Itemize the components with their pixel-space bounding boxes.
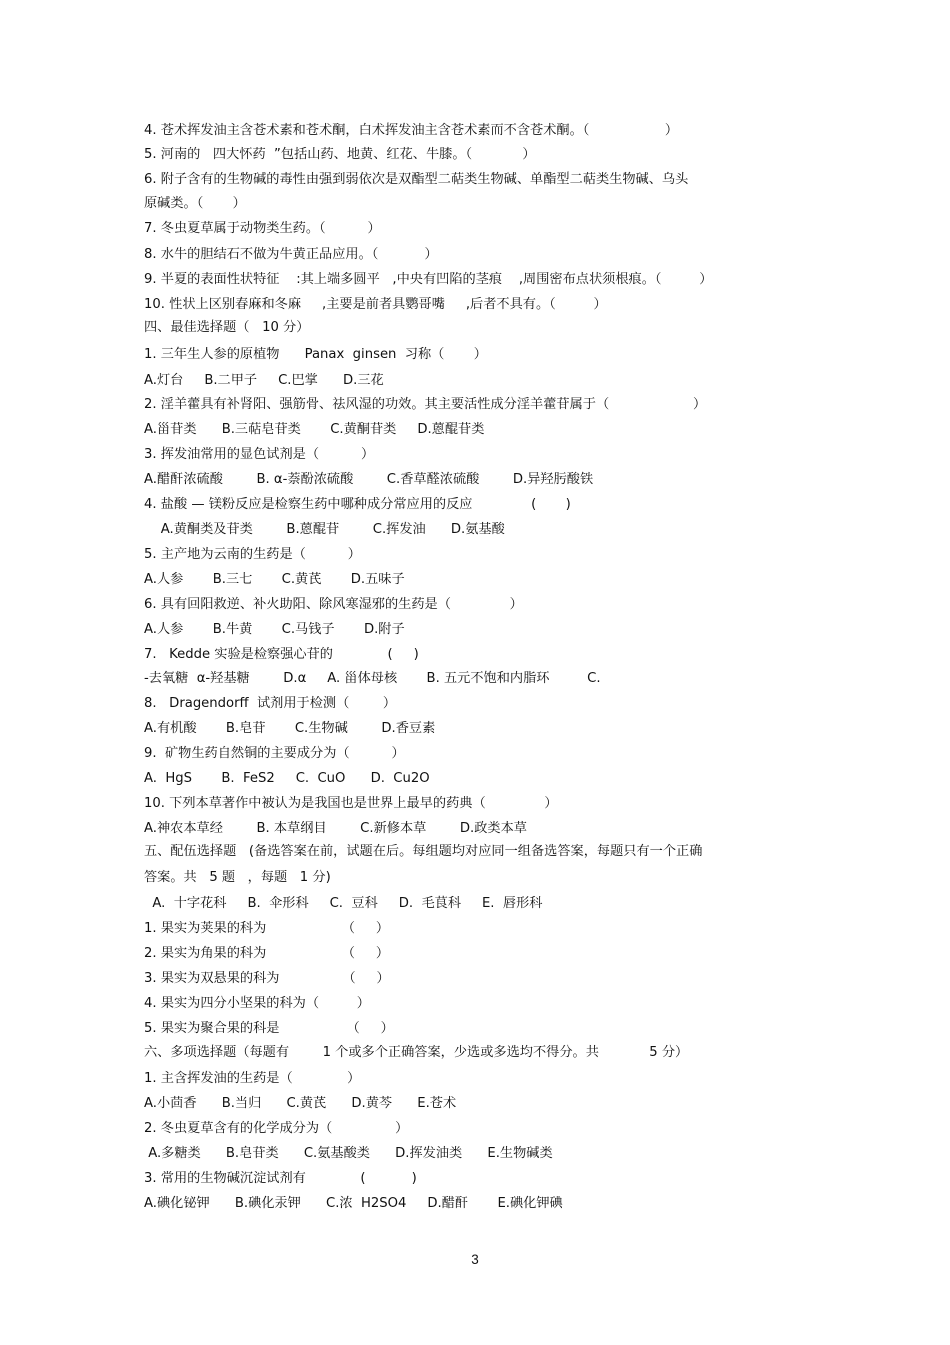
text-line: 5. 果实为聚合果的科是 （ ）	[144, 1021, 394, 1036]
text-line: 2. 淫羊藿具有补肾阳、强筋骨、祛风湿的功效。其主要活性成分淫羊藿苷属于（ ）	[144, 397, 707, 412]
text-line: 2. 果实为角果的科为 （ ）	[144, 946, 390, 961]
text-line: 1. 主含挥发油的生药是（ ）	[144, 1071, 361, 1086]
text-line: A.碘化铋钾 B.碘化汞钾 C.浓 H2SO4 D.醋酐 E.碘化钾碘	[144, 1196, 563, 1211]
text-line: -去氧糖 α-羟基糖 D.α A. 甾体母核 B. 五元不饱和内脂环 C.	[144, 671, 601, 686]
text-line: 3. 果实为双悬果的科为 （ ）	[144, 971, 390, 986]
text-line: 4. 果实为四分小坚果的科为（ ）	[144, 996, 370, 1011]
text-line: 1. 果实为荚果的科为 （ ）	[144, 921, 390, 936]
text-line: 2. 冬虫夏草含有的化学成分为（ ）	[144, 1121, 409, 1136]
text-line: 5. 河南的 四大怀药 ”包括山药、地黄、红花、牛膝。（ ）	[144, 147, 536, 162]
text-line: A. HgS B. FeS2 C. CuO D. Cu2O	[144, 771, 430, 786]
text-line: 10. 性状上区别春麻和冬麻 ,主要是前者具鹦哥嘴 ,后者不具有。（ ）	[144, 297, 607, 312]
text-line: A.黄酮类及苷类 B.蒽醌苷 C.挥发油 D.氨基酸	[144, 522, 505, 537]
text-line: 8. 水牛的胆结石不做为牛黄正品应用。（ ）	[144, 247, 438, 262]
text-line: 5. 主产地为云南的生药是（ ）	[144, 547, 361, 562]
text-line: 1. 三年生人参的原植物 Panax ginsen 习称（ ）	[144, 347, 487, 362]
page-number: 3	[471, 1252, 479, 1267]
text-line: A.小茴香 B.当归 C.黄芪 D.黄芩 E.苍术	[144, 1096, 457, 1111]
text-line: A.神农本草经 B. 本草纲目 C.新修本草 D.政类本草	[144, 821, 527, 836]
text-line: 6. 具有回阳救逆、补火助阳、除风寒湿邪的生药是（ ）	[144, 597, 523, 612]
section-heading: 四、最佳选择题（ 10 分）	[144, 320, 310, 335]
text-line: A. 十字花科 B. 伞形科 C. 豆科 D. 毛茛科 E. 唇形科	[144, 896, 543, 911]
text-line: A.甾苷类 B.三萜皂苷类 C.黄酮苷类 D.蒽醌苷类	[144, 422, 485, 437]
text-line: 6. 附子含有的生物碱的毒性由强到弱依次是双酯型二萜类生物碱、单酯型二萜类生物碱、乌头	[144, 172, 689, 187]
text-line: 3. 常用的生物碱沉淀试剂有 ( )	[144, 1171, 417, 1186]
text-line: 4. 盐酸 — 镁粉反应是检察生药中哪种成分常应用的反应 ( )	[144, 497, 571, 512]
text-line: A.灯台 B.二甲子 C.巴掌 D.三花	[144, 373, 384, 388]
text-line: 答案。共 5 题 ，每题 1 分)	[144, 870, 331, 885]
text-line: A.醋酐浓硫酸 B. α-萘酚浓硫酸 C.香草醛浓硫酸 D.异羟肟酸铁	[144, 472, 594, 487]
text-line: 7. 冬虫夏草属于动物类生药。（ ）	[144, 221, 381, 236]
text-line: A.有机酸 B.皂苷 C.生物碱 D.香豆素	[144, 721, 436, 736]
text-line: 8. Dragendorff 试剂用于检测（ ）	[144, 696, 397, 711]
text-line: 7. Kedde 实验是检察强心苷的 ( )	[144, 647, 419, 662]
text-line: A.人参 B.牛黄 C.马钱子 D.附子	[144, 622, 405, 637]
text-line: 10. 下列本草著作中被认为是我国也是世界上最早的药典（ ）	[144, 796, 558, 811]
text-line: 3. 挥发油常用的显色试剂是（ ）	[144, 447, 375, 462]
text-line: 4. 苍术挥发油主含苍术素和苍术酮，白术挥发油主含苍术素而不含苍术酮。（ ）	[144, 123, 679, 138]
section-heading: 六、多项选择题（每题有 1 个或多个正确答案，少选或多选均不得分。共 5 分）	[144, 1045, 689, 1060]
text-line: 9. 半夏的表面性状特征 :其上端多圆平 ,中央有凹陷的茎痕 ,周围密布点状须根痕。（ ）	[144, 272, 713, 287]
text-line: 9. 矿物生药自然铜的主要成分为（ ）	[144, 746, 405, 761]
text-line: 原碱类。（ ）	[144, 196, 246, 211]
text-line: A.多糖类 B.皂苷类 C.氨基酸类 D.挥发油类 E.生物碱类	[144, 1146, 553, 1161]
text-line: A.人参 B.三七 C.黄芪 D.五味子	[144, 572, 405, 587]
section-heading: 五、配伍选择题 (备选答案在前，试题在后。每组题均对应同一组备选答案，每题只有一个正确	[144, 844, 703, 859]
